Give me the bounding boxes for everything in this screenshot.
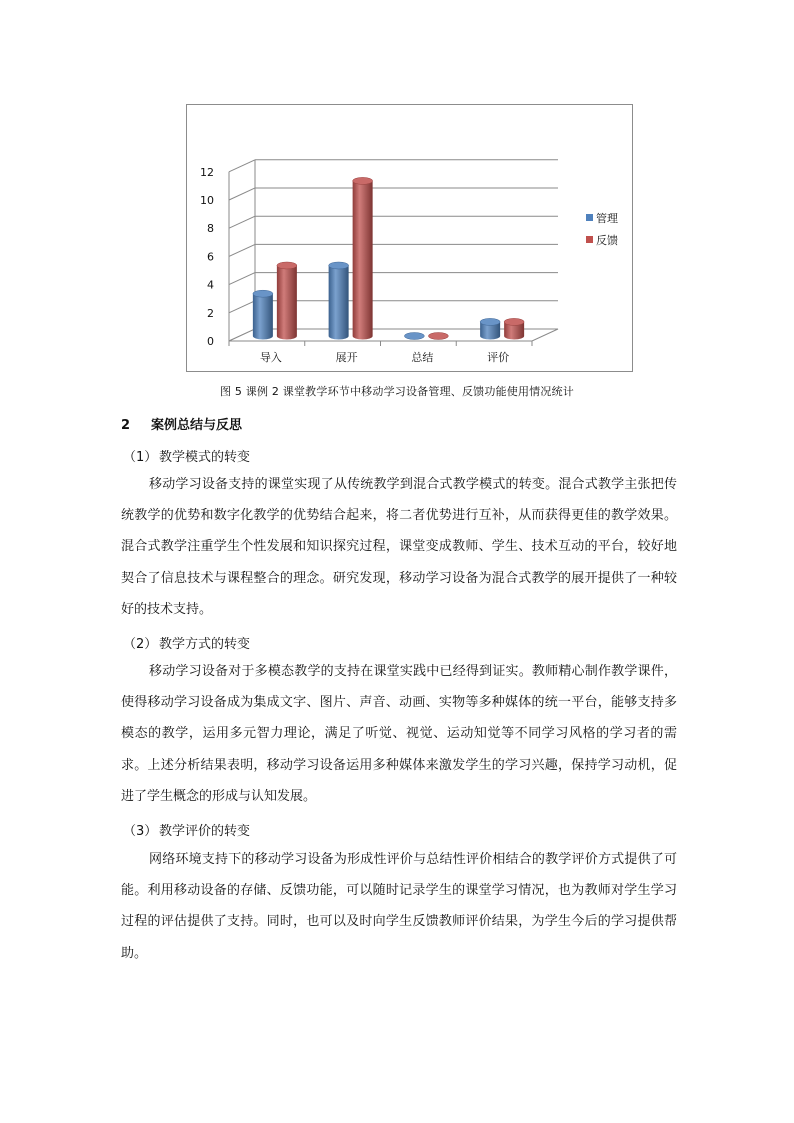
bar-part — [277, 262, 297, 269]
legend-label: 管理 — [596, 212, 618, 225]
paragraph-line: 展开提供了一种较好的技术支持。 — [121, 570, 677, 617]
y-tick-label: 4 — [207, 278, 214, 292]
paragraph-line: 持学习动机，促进了学生概念的形成与认知发展。 — [121, 757, 677, 804]
subsection-2-title: 教学方式的转变 — [159, 637, 251, 652]
y-tick-label: 8 — [207, 222, 214, 236]
bar-管理-导入 — [253, 290, 273, 339]
subsection-1-heading — [123, 446, 250, 465]
paragraph-line: 学效果。混合式教学注重学生个性发展和知识探究过程，课堂变成教师、学生、技术互动的 — [121, 508, 677, 555]
bar-管理-评价 — [480, 318, 500, 339]
gridline-depth — [229, 188, 255, 200]
subsection-3-number: （3） — [123, 824, 158, 839]
subsection-2-number: （2） — [123, 637, 158, 652]
legend-swatch — [586, 236, 593, 243]
bar-反馈-评价 — [504, 318, 524, 339]
bar-part — [353, 181, 373, 340]
paragraph-line: 对学生学习过程的评估提供了支持。同时，也可以及时向学生反馈教师评价结果，为学生今 — [121, 883, 677, 930]
subsection-3-heading — [123, 820, 250, 839]
bar-管理-总结 — [404, 333, 424, 340]
paragraph-line: 够支持多模态的教学，运用多元智力理论，满足了听觉、视觉、运动知觉等不同学习风格的 — [121, 695, 677, 742]
paragraph-line: 移动学习设备对于多模态教学的支持在课堂实践中已经得到证实。教师精心制作教学课 — [149, 664, 651, 679]
x-category-label: 导入 — [259, 351, 282, 364]
bar-反馈-导入 — [277, 262, 297, 340]
bar-part — [404, 333, 424, 340]
bar-反馈-总结 — [428, 333, 448, 340]
y-tick-label: 12 — [200, 165, 214, 179]
x-category-label: 评价 — [487, 351, 510, 364]
paragraph-line: 网络环境支持下的移动学习设备为形成性评价与总结性评价相结合的教学评价方式提 — [149, 852, 638, 867]
bar-part — [504, 318, 524, 325]
bar-反馈-展开 — [353, 177, 373, 339]
gridline-depth — [229, 160, 255, 172]
bar-part — [277, 266, 297, 340]
bar-part — [253, 294, 273, 340]
subsection-3-title: 教学评价的转变 — [159, 824, 251, 839]
subsection-3-paragraph — [121, 844, 677, 969]
y-tick-label: 0 — [207, 335, 214, 348]
subsection-1-title: 教学模式的转变 — [159, 450, 251, 465]
bar-part — [353, 177, 373, 184]
subsection-2-heading — [123, 633, 250, 652]
bar-管理-展开 — [329, 262, 349, 340]
x-category-label: 总结 — [411, 351, 434, 364]
bar-part — [253, 290, 273, 297]
gridline-depth — [229, 301, 255, 313]
legend-label: 反馈 — [596, 234, 618, 247]
gridline-depth — [229, 273, 255, 285]
gridline-depth — [229, 216, 255, 228]
gridline-depth — [229, 244, 255, 256]
y-tick-label: 10 — [200, 194, 214, 207]
bar-part — [329, 262, 349, 269]
paragraph-line: 供了可能。利用移动设备的存储、反馈功能，可以随时记录学生的课堂学习情况，也为教师 — [121, 852, 677, 899]
section-number: 2 — [121, 418, 131, 433]
subsection-2-paragraph — [121, 656, 677, 812]
bar-part — [329, 266, 349, 340]
paragraph-line: 平台，较好地契合了信息技术与课程整合的理念。研究发现，移动学习设备为混合式教学的 — [121, 539, 677, 586]
paragraph-line: 件，使得移动学习设备成为集成文字、图片、声音、动画、实物等多种媒体的统一平台，能 — [121, 664, 677, 711]
paragraph-line: 学习者的需求。上述分析结果表明，移动学习设备运用多种媒体来激发学生的学习兴趣，保 — [121, 726, 677, 773]
subsection-1-paragraph — [121, 469, 677, 625]
figure-caption: 图 5 课例 2 课堂教学环节中移动学习设备管理、反馈功能使用情况统计 — [220, 385, 574, 398]
paragraph-line: 移动学习设备支持的课堂实现了从传统教学到混合式教学模式的转变。混合式教学主张 — [149, 477, 651, 492]
y-tick-label: 2 — [207, 306, 214, 320]
bar-part — [480, 318, 500, 325]
x-category-label: 展开 — [335, 351, 358, 364]
section-heading — [121, 414, 242, 433]
paragraph-line: 后的学习提供帮助。 — [121, 914, 677, 961]
bar-chart — [186, 104, 633, 372]
legend-swatch — [586, 214, 593, 221]
paragraph-line: 把传统教学的优势和数字化教学的优势结合起来，将二者优势进行互补，从而获得更佳的教 — [121, 477, 677, 524]
section-title: 案例总结与反思 — [151, 418, 243, 433]
y-tick-label: 6 — [207, 250, 214, 264]
bar-part — [428, 333, 448, 340]
bar-chart-svg — [187, 105, 634, 373]
subsection-1-number: （1） — [123, 450, 158, 465]
